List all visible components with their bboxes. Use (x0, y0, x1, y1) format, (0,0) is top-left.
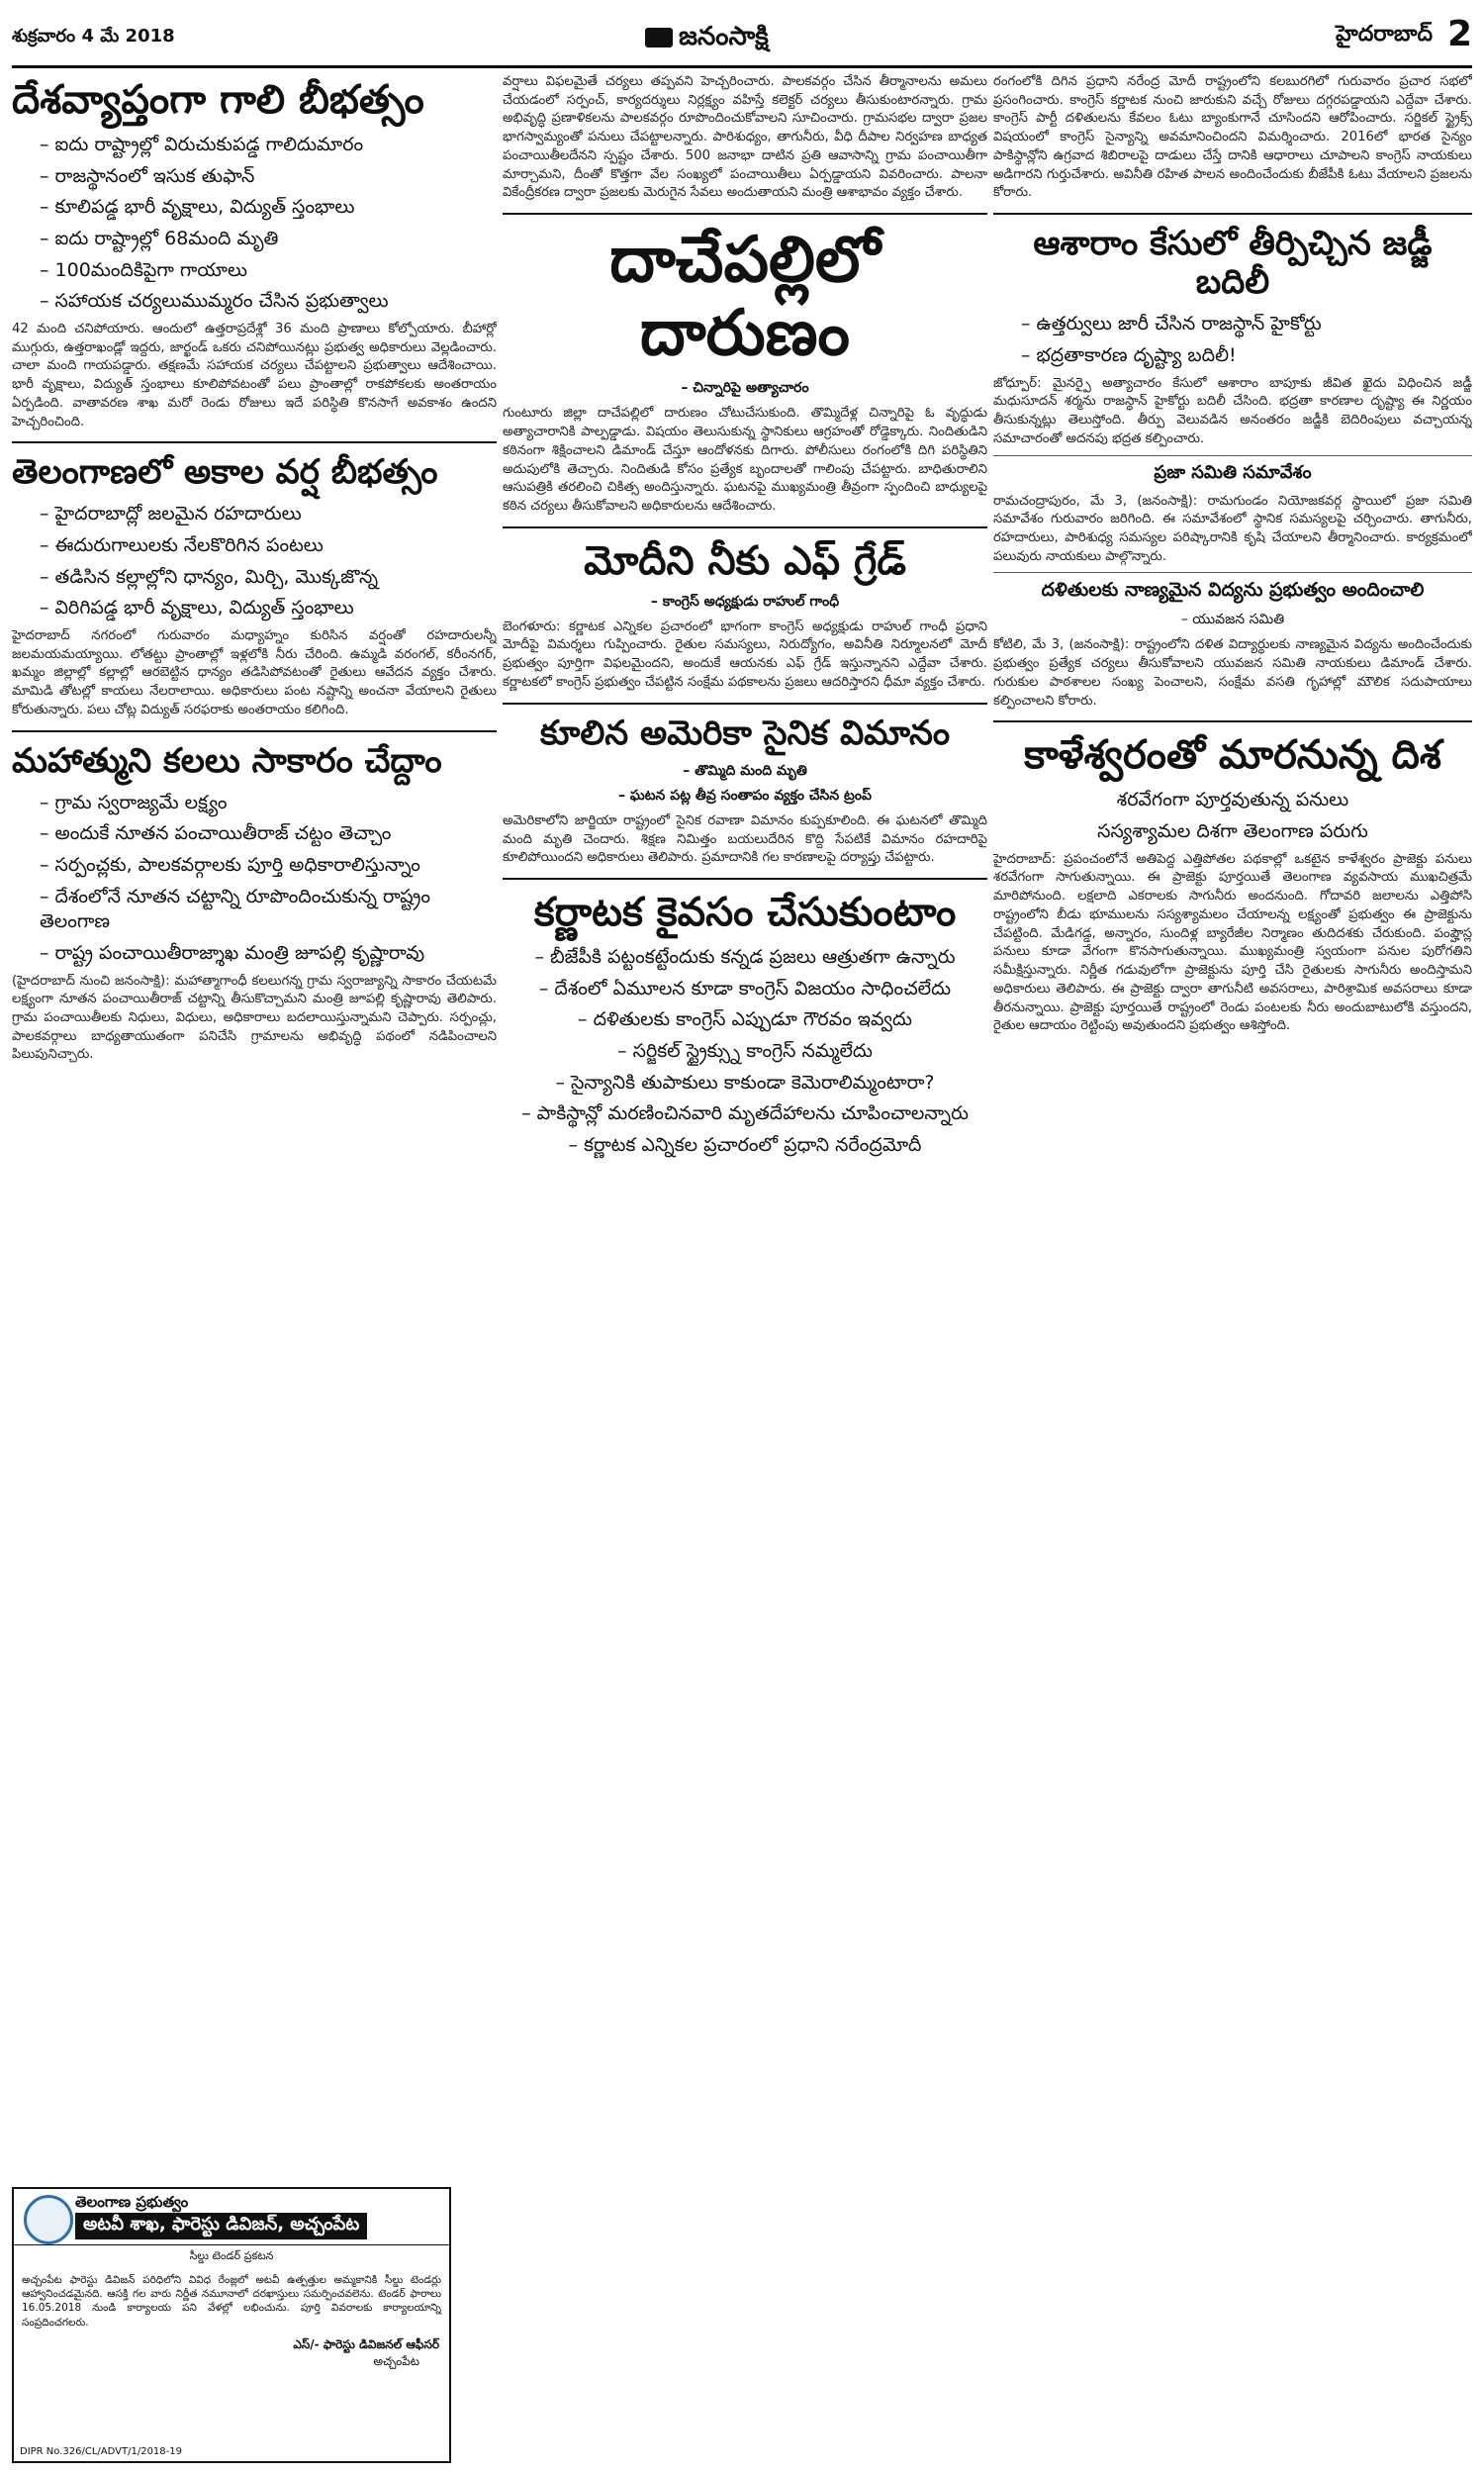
column-2 (503, 73, 987, 2458)
logo-text: జనంసాక్షి (679, 22, 769, 51)
ad-body: అచ్చంపేట ఫారెస్టు డివిజన్ పరిధిలోని వివిధ రేంజ్లలో అటవీ ఉత్పత్తుల అమ్మకానికి సీల్డు టెండర్లు ఆహ్వానించడమైనది. ఆసక్తి గల వారు నిర్ణీత నమూనాలో దరఖాస్తులు సమర్పించవలెను. టెండర్ ఫారాలు 16.05.2018 నుండి కార్యాలయ పని వేళల్లో లభించును. పూర్తి వివరాలకు కార్యాలయాన్ని సంప్రదించగలరు. (22, 2274, 441, 2329)
subhead: – తడిసిన కల్లాల్లోని ధాన్యం, మిర్చి, మొక్కజొన్న (40, 565, 379, 588)
article-body: 42 మంది చనిపోయారు. ఆందులో ఉత్తరాప్రదేశ్లో 36 మంది ప్రాణాలు కోల్పోయారు. బీహార్లో ముగ్గురు, ఉత్తరాఖండ్లో ఇద్దరు, జార్ఖండ్ ఒకరు చనిపోయినట్లు ప్రభుత్వ అధికారులు వెల్లడించారు. చాలా మంది గాయపడ్డారు. తక్షణమే సహాయక చర్యలు చేపట్టాలని ప్రభుత్వాలు ఆదేశించాయి. భారీ వృక్షాలు, విద్యుత్ స్తంభాలు కూలిపోవటంతో పలు ప్రాంతాల్లో రాకపోకలకు అంతరాయం ఏర్పడింది. వాతావరణ శాఖ మరో రెండు రోజులు ఇదే పరిస్థితి కొనసాగే అవకాశం ఉందని హెచ్చరించింది. (12, 321, 497, 429)
subhead: – ఐదు రాష్ట్రాల్లో 68మంది మృతి (40, 227, 279, 249)
subhead: – 100మందికిపైగా గాయాలు (40, 258, 247, 281)
subhead: – సర్పంచ్లకు, పాలకవర్గాలకు పూర్తి అధికారాలిస్తున్నాం (40, 853, 420, 876)
divider (12, 730, 497, 732)
subhead: – పాకిస్థాన్లో మరణించినవారి మృతదేహాలను చూపించాలన్నారు (521, 1102, 969, 1125)
ad-signature-place: అచ్చంపేట (373, 2353, 419, 2368)
subhead: – కూలిపడ్డ భారీ వృక్షాలు, విద్యుత్ స్తంభాలు (40, 196, 355, 219)
state-emblem-icon (24, 2195, 73, 2244)
subhead: – భద్రతాకారణ దృష్ట్యా బదిలీ! (1021, 343, 1237, 366)
headline-karnataka: కర్ణాటక కైవసం చేసుకుంటాం (533, 889, 957, 935)
column-1 (12, 73, 497, 2458)
headline-dachepalli: దాచేపల్లిలో దారుణం (609, 224, 881, 370)
headline-asaram-judge: ఆశారాం కేసులో తీర్పిచ్చిన జడ్జీ బదిలీ (1033, 224, 1433, 303)
article-body: రంగంలోకి దిగిన ప్రధాని నరేంద్ర మోదీ రాష్ట్రంలోని కలబురగిలో గురువారం ప్రచార సభలో ప్రసంగించారు. కాంగ్రెస్ కర్ణాటక నుంచి జారుకుని వచ్చే రోజులు దగ్గరపడ్డాయని ఎద్దేవా చేశారు. కాంగ్రెస్ పార్టీ దళితులను కేవలం ఓటు బ్యాంకుగానే చూసిందని ఆరోపించారు. సర్జికల్ స్ట్రైక్స్ విషయంలో కాంగ్రెస్ సైన్యాన్ని అవమానించిందని విమర్శించారు. 2016లో భారత సైన్యం పాకిస్థాన్లోని ఉగ్రవాద శిబిరాలపై దాడులు చేస్తే దానికి ఆధారాలు చూపాలని కాంగ్రెస్ నాయకులు అడిగారని గుర్తుచేశారు. అవినీతి రహిత పాలన అందించేందుకు బీజేపీకి ఓటు వేయాలని ప్రజలను కోరారు. (993, 74, 1472, 201)
headline-rain: తెలంగాణలో అకాల వర్ష బీభత్సం (12, 452, 438, 493)
subhead: – హైదరాబాద్లో జలమైన రహదారులు (40, 503, 302, 525)
divider (503, 526, 987, 528)
article-body: హైదరాబాద్ నగరంలో గురువారం మధ్యాహ్నం కురిసిన వర్షంతో రహదారులన్నీ జలమయమయ్యాయి. లోతట్టు ప్రాంతాల్లో ఇళ్లలోకి నీరు చేరింది. ఉమ్మడి వరంగల్, కరీంనగర్, ఖమ్మం జిల్లాల్లో కల్లాల్లో ఆరబెట్టిన ధాన్యం తడిసిపోవటంతో రైతులు ఆవేదన వ్యక్తం చేశారు. మామిడి తోటల్లో కాయలు నేలరాలాయి. అధికారులు పంట నష్టాన్ని అంచనా వేయాలని రైతులు కోరుతున్నారు. పలు చోట్ల విద్యుత్ సరఫరాకు అంతరాయం కలిగింది. (12, 627, 497, 717)
newspaper-logo (645, 22, 769, 57)
divider (993, 213, 1472, 215)
subhead: సస్యశ్యామల దిశగా తెలంగాణ పరుగు (1097, 820, 1368, 843)
masthead (12, 8, 1472, 68)
article-body: జోధ్పూర్: మైనర్పై అత్యాచారం కేసులో ఆశారాం బాపూకు జీవిత ఖైదు విధించిన జడ్జీ మధుసూదన్ శర్మను రాజస్థాన్ హైకోర్టు బదిలీ చేసింది. భద్రతా కారణాల దృష్ట్యా ఈ నిర్ణయం తీసుకున్నట్లు తెలుస్తోంది. తీర్పు వెలువడిన అనంతరం జడ్జీకి బెదిరింపులు వచ్చాయన్న సమాచారంతో అదనపు భద్రత కల్పించారు. (993, 375, 1472, 446)
subhead: – సర్జికల్ స్ట్రైక్స్ను కాంగ్రెస్ నమ్మలేదు (617, 1039, 873, 1062)
headline-gram-swaraj: మహాత్ముని కలలు సాకారం చేద్దాం (12, 740, 442, 781)
subhead: – అందుకే నూతన పంచాయితీరాజ్ చట్టం తెచ్చాం (40, 822, 392, 845)
divider (993, 455, 1472, 456)
subhead: – రాజస్థానంలో ఇసుక తుఫాన్ (40, 164, 255, 187)
ad-dipr-number: DIPR No.326/CL/ADVT/1/2018-19 (20, 2446, 182, 2457)
article-body: అమెరికాలోని జార్జియా రాష్ట్రంలో సైనిక రవాణా విమానం కుప్పకూలింది. ఈ ఘటనలో తొమ్మిది మంది మృతి చెందారు. శిక్షణ నిమిత్తం బయలుదేరిన కొద్ది సేపటికే విమానం రహదారిపై కూలిపోయిందని అధికారులు తెలిపారు. ప్రమాదానికి గల కారణాలపై దర్యాప్తు చేపట్టారు. (503, 812, 987, 866)
subhead: – విరిగిపడ్డ భారీ వృక్షాలు, విద్యుత్ స్తంభాలు (40, 597, 354, 619)
pen-icon (645, 28, 673, 48)
subhead: – బీజేపీకి పట్టంకట్టేందుకు కన్నడ ప్రజలు ఆత్రుతగా ఉన్నారు (534, 945, 956, 968)
edition-city: హైదరాబాద్ (1336, 22, 1433, 47)
divider (503, 878, 987, 880)
headline-kaleshwaram: కాళేశ్వరంతో మారనున్న దిశ (1024, 732, 1441, 779)
ad-notice-title: సీల్డు టెండర్ ప్రకటన (189, 2249, 274, 2262)
subhead: – సైన్యానికి తుపాకులు కాకుండా కెమెరాలిమ్మంటారా? (555, 1071, 935, 1094)
ad-header (14, 2189, 449, 2245)
article-body: కోటిలి, మే 3, (జనంసాక్షి): రాష్ట్రంలోని దళిత విద్యార్థులకు నాణ్యమైన విద్యను అందించేందుకు ప్రభుత్వం ప్రత్యేక చర్యలు తీసుకోవాలని యువజన సమితి నాయకులు డిమాండ్ చేశారు. గురుకుల పాఠశాలల సంఖ్య పెంచాలని, సంక్షేమ వసతి గృహాల్లో మౌలిక సదుపాయాలు కల్పించాలని కోరారు. (993, 637, 1472, 709)
article-body: వర్షాలు విఫలమైతే చర్యలు తప్పవని హెచ్చరించారు. పాలకవర్గం చేసిన తీర్మానాలను అమలు చేయడంలో సర్పంచ్, కార్యదర్శులు నిర్లక్ష్యం వహిస్తే కలెక్టర్ చర్యలు తీసుకుంటారన్నారు. గ్రామ అభివృద్ధి ప్రణాళికలను పాలకవర్గం రూపొందించుకోవాలని సూచించారు. గ్రామసభల ద్వారా ప్రజల భాగస్వామ్యంతో పనులు చేపట్టాలన్నారు. పారిశుధ్యం, తాగునీరు, వీధి దీపాల నిర్వహణ బాధ్యత పంచాయితీలదేనని స్పష్టం చేశారు. 500 జనాభా దాటిన ప్రతి ఆవాసాన్ని గ్రామ పంచాయితీగా మార్చామని, దీంతో కొత్తగా వేల సంఖ్యలో పంచాయితీలు ఏర్పడ్డాయని వివరించారు. పాలనా వికేంద్రీకరణ ద్వారా ప్రజలకు మెరుగైన సేవలు అందుతాయని మంత్రి ఆశాభావం వ్యక్తం చేశారు. (503, 74, 987, 201)
headline-praja-samithi: ప్రజా సమితి సమావేశం (1154, 461, 1312, 483)
subhead: – సహాయక చర్యలుముమ్మరం చేసిన ప్రభుత్వాలు (40, 290, 389, 313)
byline: – తొమ్మిది మంది మృతి (683, 762, 807, 779)
ad-department: అటవీ శాఖ, ఫారెస్టు డివిజన్, అచ్చంపేట (75, 2213, 367, 2239)
subhead: – దళితులకు కాంగ్రెస్ ఎప్పుడూ గౌరవం ఇవ్వదు (578, 1008, 912, 1031)
subhead: – గ్రామ స్వరాజ్యమే లక్ష్యం (40, 791, 228, 813)
article-body: రామచంద్రాపురం, మే 3, (జనంసాక్షి): రామగుండం నియోజకవర్గ స్థాయిలో ప్రజా సమితి సమావేశం గురువారం జరిగింది. ఈ సమావేశంలో స్థానిక సమస్యలపై చర్చించారు. తాగునీరు, రహదారులు, పారిశుధ్య సమస్యల పరిష్కారానికి కృషి చేయాలని తీర్మానించారు. కార్యక్రమంలో పలువురు నాయకులు పాల్గొన్నారు. (993, 493, 1472, 564)
subhead: – ఈదురుగాలులకు నేలకొరిగిన పంటలు (40, 533, 324, 556)
headline-dalit-education: దళితులకు నాణ్యమైన విద్యను ప్రభుత్వం అందించాలి (1041, 579, 1425, 602)
article-body: హైదరాబాద్: ప్రపంచంలోనే అతిపెద్ద ఎత్తిపోతల పథకాల్లో ఒకటైన కాళేశ్వరం ప్రాజెక్టు పనులు శరవేగంగా సాగుతున్నాయి. ఈ ప్రాజెక్టు పూర్తయితే తెలంగాణ వ్యవసాయ ముఖచిత్రమే మారిపోనుంది. లక్షలాది ఎకరాలకు సాగునీరు అందనుంది. గోదావరి జలాలను ఎత్తిపోసి రాష్ట్రంలోని బీడు భూములను సస్యశ్యామలం చేయాలన్న లక్ష్యంతో ప్రభుత్వం ఈ ప్రాజెక్టును చేపట్టింది. మేడిగడ్డ, అన్నారం, సుందిళ్ల బ్యారేజీల నిర్మాణం తుదిదశకు చేరుకుంది. పంప్హౌస్ల పనులు కూడా వేగంగా కొనసాగుతున్నాయి. ముఖ్యమంత్రి స్వయంగా పనుల పురోగతిని సమీక్షిస్తున్నారు. నిర్ణీత గడువులోగా ప్రాజెక్టును పూర్తి చేసి రైతులకు సాగునీరు అందిస్తామని అధికారులు తెలిపారు. ఈ ప్రాజెక్టు ద్వారా తాగునీటి అవసరాలు, పారిశ్రామిక అవసరాలు కూడా తీరనున్నాయి. ప్రాజెక్టు పూర్తయితే రాష్ట్రంలో రెండు పంటలకు నీరు అందుబాటులోకి వస్తుందని, రైతుల ఆదాయం రెట్టింపు అవుతుందని ప్రభుత్వం ఆశిస్తోంది. (993, 851, 1472, 1034)
column-3 (993, 73, 1472, 2458)
page-number: 2 (1446, 14, 1472, 54)
subhead: – ఐదు రాష్ట్రాల్లో విరుచుకుపడ్డ గాలిదుమారం (40, 134, 364, 155)
subhead: శరవేగంగా పూర్తవుతున్న పనులు (1116, 789, 1349, 811)
government-ad (12, 2187, 451, 2463)
headline-storm: దేశవ్యాప్తంగా గాలి బీభత్సం (12, 77, 424, 123)
ad-title: తెలంగాణ ప్రభుత్వం (75, 2193, 189, 2211)
byline: – చిన్నారిపై అత్యాచారం (681, 380, 809, 397)
subhead: – ఉత్తర్వులు జారీ చేసిన రాజస్థాన్ హైకోర్టు (1021, 313, 1322, 335)
byline: – కాంగ్రెస్ అధ్యక్షుడు రాహుల్ గాంధీ (650, 593, 840, 610)
article-body: బెంగళూరు: కర్ణాటక ఎన్నికల ప్రచారంలో భాగంగా కాంగ్రెస్ అధ్యక్షుడు రాహుల్ గాంధీ ప్రధాని మోదీపై విమర్శలు గుప్పించారు. రైతుల సమస్యలు, నిరుద్యోగం, అవినీతి నిర్మూలనలో మోదీ ప్రభుత్వం పూర్తిగా విఫలమైందని, అందుకే ఆయనకు ఎఫ్ గ్రేడ్ ఇస్తున్నానని ఎద్దేవా చేశారు. కర్ణాటకలో కాంగ్రెస్ ప్రభుత్వం చేపట్టిన సంక్షేమ పథకాలను ప్రజలు ఆదరిస్తారని ధీమా వ్యక్తం చేశారు. (503, 619, 987, 690)
article-body: గుంటూరు జిల్లా దాచేపల్లిలో దారుణం చోటుచేసుకుంది. తొమ్మిదేళ్ల చిన్నారిపై ఓ వృద్ధుడు అత్యాచారానికి పాల్పడ్డాడు. విషయం తెలుసుకున్న స్థానికులు ఆగ్రహంతో రోడ్డెక్కారు. నిందితుడిని కఠినంగా శిక్షించాలని డిమాండ్ చేస్తూ ఆందోళనకు దిగారు. పోలీసులు రంగంలోకి దిగి పరిస్థితిని అదుపులోకి తెచ్చారు. నిందితుడి కోసం ప్రత్యేక బృందాలతో గాలింపు చేపట్టారు. బాధితురాలిని ఆసుపత్రికి తరలించి చికిత్స అందిస్తున్నారు. ఘటనపై ముఖ్యమంత్రి తీవ్రంగా స్పందించి బాధ్యులపై కఠిన చర్యలు తీసుకోవాలని అధికారులను ఆదేశించారు. (503, 406, 987, 514)
divider (993, 572, 1472, 573)
ad-signature: ఎస్/- ఫారెస్టు డివిజనల్ ఆఫీసర్ (293, 2336, 439, 2351)
issue-date: శుక్రవారం 4 మే 2018 (12, 26, 175, 47)
subhead: – రాష్ట్ర పంచాయితీరాజ్శాఖ మంత్రి జూపల్లి కృష్ణారావు (40, 941, 425, 964)
article-body: (హైదరాబాద్ నుంచి జనంసాక్షి): మహాత్మాగాంధీ కలలుగన్న గ్రామ స్వరాజ్యాన్ని సాకారం చేయటమే లక్ష్యంగా నూతన పంచాయితీరాజ్ చట్టాన్ని తీసుకొచ్చామని మంత్రి జూపల్లి కృష్ణారావు తెలిపారు. గ్రామ పంచాయితీలకు నిధులు, విధులు, అధికారాలు బదలాయిస్తున్నామని చెప్పారు. సర్పంచ్లు, పాలకవర్గాలు బాధ్యతాయుతంగా పనిచేసి గ్రామాలను అభివృద్ధి పథంలో నడిపించాలని పిలుపునిచ్చారు. (12, 973, 497, 1063)
divider (503, 703, 987, 705)
divider (12, 441, 497, 443)
byline: – ఘటన పట్ల తీవ్ర సంతాపం వ్యక్తం చేసిన ట్రంప్ (618, 787, 872, 804)
subhead: – దేశంలోనే నూతన చట్టాన్ని రూపొందించుకున్న రాష్ట్రం తెలంగాణ (40, 885, 431, 933)
headline-us-plane-crash: కూలిన అమెరికా సైనిక విమానం (539, 713, 951, 753)
divider (993, 720, 1472, 722)
headline-modi-f-grade: మోదీని నీకు ఎఫ్ గ్రేడ్ (584, 537, 906, 584)
divider (503, 213, 987, 215)
byline: – యువజన సమితి (1180, 612, 1285, 628)
subhead: – దేశంలో ఏమూలన కూడా కాంగ్రెస్ విజయం సాధించలేదు (538, 977, 952, 1000)
subhead: – కర్ణాటక ఎన్నికల ప్రచారంలో ప్రధాని నరేంద్రమోదీ (568, 1133, 922, 1156)
